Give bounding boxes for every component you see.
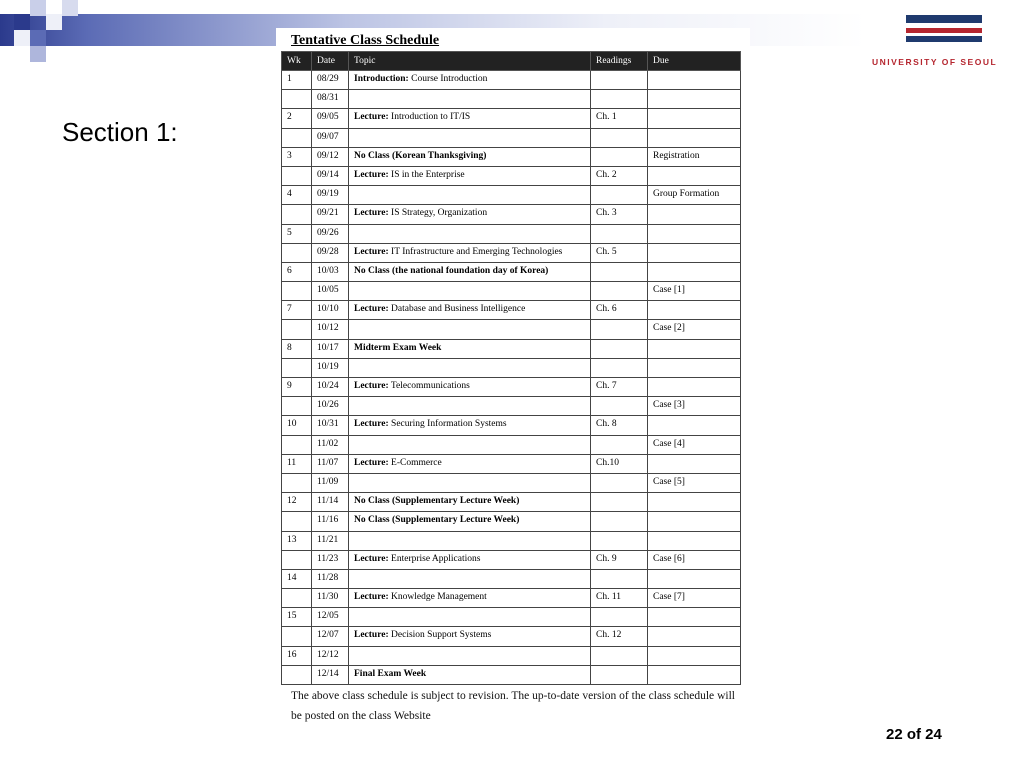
section-title: Section 1: — [62, 117, 178, 147]
table-row — [282, 646, 741, 665]
cell-readings: Ch. 6 — [591, 301, 648, 320]
cell-week — [282, 435, 312, 454]
table-row — [282, 243, 741, 262]
column-header-due: Due — [648, 52, 741, 71]
cell-due — [648, 416, 741, 435]
page-number: 22 of 24 — [886, 726, 942, 743]
cell-topic — [349, 205, 591, 224]
logo-bar-navy — [906, 36, 982, 42]
table-row — [282, 531, 741, 550]
cell-readings — [591, 531, 648, 550]
document-title: Tentative Class Schedule — [291, 33, 440, 48]
table-row — [282, 569, 741, 588]
topic-bold-text: Final Exam Week — [354, 668, 427, 679]
cell-date: 12/07 — [312, 627, 349, 646]
table-row — [282, 435, 741, 454]
table-row — [282, 589, 741, 608]
cell-date: 09/07 — [312, 128, 349, 147]
cell-due: Case [4] — [648, 435, 741, 454]
cell-due — [648, 378, 741, 397]
topic-bold-text: Lecture: — [354, 112, 389, 123]
cell-week — [282, 627, 312, 646]
cell-week: 8 — [282, 339, 312, 358]
topic-bold-text: Lecture: — [354, 630, 389, 641]
cell-date: 11/14 — [312, 493, 349, 512]
cell-date: 11/16 — [312, 512, 349, 531]
cell-due: Case [3] — [648, 397, 741, 416]
cell-readings — [591, 646, 648, 665]
logo-bar-red — [906, 28, 982, 33]
university-logo — [866, 10, 1024, 72]
cell-topic — [349, 186, 591, 205]
cell-due — [648, 109, 741, 128]
table-row — [282, 512, 741, 531]
cell-date: 12/12 — [312, 646, 349, 665]
cell-date: 10/10 — [312, 301, 349, 320]
cell-topic — [349, 454, 591, 473]
cell-readings — [591, 493, 648, 512]
cell-readings: Ch. 8 — [591, 416, 648, 435]
cell-readings — [591, 262, 648, 281]
cell-topic — [349, 243, 591, 262]
logo-bar-navy — [906, 15, 982, 23]
cell-date: 10/03 — [312, 262, 349, 281]
cell-topic — [349, 589, 591, 608]
header-square-decoration — [30, 30, 46, 46]
cell-week — [282, 512, 312, 531]
table-row — [282, 90, 741, 109]
cell-due — [648, 569, 741, 588]
cell-readings: Ch. 2 — [591, 166, 648, 185]
cell-week: 10 — [282, 416, 312, 435]
cell-date: 09/26 — [312, 224, 349, 243]
table-row — [282, 320, 741, 339]
cell-topic — [349, 416, 591, 435]
cell-topic — [349, 378, 591, 397]
cell-topic — [349, 128, 591, 147]
cell-topic — [349, 627, 591, 646]
cell-date: 09/14 — [312, 166, 349, 185]
topic-bold-text: Lecture: — [354, 419, 389, 430]
cell-date: 10/26 — [312, 397, 349, 416]
cell-date: 11/28 — [312, 569, 349, 588]
cell-topic — [349, 397, 591, 416]
cell-week — [282, 473, 312, 492]
cell-week: 16 — [282, 646, 312, 665]
table-row — [282, 358, 741, 377]
cell-readings — [591, 186, 648, 205]
topic-text: Introduction to IT/IS — [388, 112, 471, 123]
cell-topic — [349, 109, 591, 128]
cell-week — [282, 358, 312, 377]
cell-week: 3 — [282, 147, 312, 166]
cell-due — [648, 128, 741, 147]
cell-readings: Ch.10 — [591, 454, 648, 473]
cell-due: Case [1] — [648, 282, 741, 301]
cell-due: Case [5] — [648, 473, 741, 492]
topic-text: Knowledge Management — [388, 592, 487, 603]
cell-date: 09/21 — [312, 205, 349, 224]
cell-due — [648, 339, 741, 358]
cell-readings: Ch. 1 — [591, 109, 648, 128]
cell-week: 1 — [282, 71, 312, 90]
cell-readings — [591, 320, 648, 339]
cell-readings — [591, 435, 648, 454]
topic-bold-text: No Class (Supplementary Lecture Week) — [354, 515, 520, 526]
cell-topic — [349, 320, 591, 339]
topic-bold-text: Midterm Exam Week — [354, 342, 442, 353]
cell-date: 10/05 — [312, 282, 349, 301]
cell-date: 09/19 — [312, 186, 349, 205]
cell-topic — [349, 646, 591, 665]
table-row — [282, 454, 741, 473]
table-row — [282, 378, 741, 397]
cell-due — [648, 90, 741, 109]
cell-readings — [591, 71, 648, 90]
table-row — [282, 128, 741, 147]
cell-topic — [349, 473, 591, 492]
topic-bold-text: Lecture: — [354, 381, 389, 391]
schedule-document — [276, 28, 750, 728]
cell-topic — [349, 90, 591, 109]
column-header-topic: Topic — [349, 52, 591, 71]
cell-readings — [591, 128, 648, 147]
table-row — [282, 473, 741, 492]
table-header-row — [282, 52, 741, 71]
cell-date: 11/30 — [312, 589, 349, 608]
header-square-decoration — [30, 0, 46, 16]
topic-text: Enterprise Applications — [388, 553, 481, 564]
cell-readings — [591, 90, 648, 109]
cell-readings — [591, 147, 648, 166]
cell-date: 10/31 — [312, 416, 349, 435]
cell-topic — [349, 339, 591, 358]
cell-topic — [349, 608, 591, 627]
topic-bold-text: Introduction: — [354, 74, 409, 84]
cell-due: Case [6] — [648, 550, 741, 569]
table-row — [282, 282, 741, 301]
cell-week: 14 — [282, 569, 312, 588]
cell-readings — [591, 608, 648, 627]
cell-date: 10/17 — [312, 339, 349, 358]
topic-bold-text: Lecture: — [354, 553, 389, 564]
table-row — [282, 262, 741, 281]
header-square-decoration — [46, 14, 62, 30]
cell-topic — [349, 147, 591, 166]
cell-date: 10/12 — [312, 320, 349, 339]
cell-due — [648, 493, 741, 512]
cell-topic — [349, 569, 591, 588]
cell-week: 15 — [282, 608, 312, 627]
cell-due — [648, 224, 741, 243]
topic-text: Telecommunications — [388, 381, 470, 391]
schedule-table-body — [282, 71, 741, 685]
table-row — [282, 71, 741, 90]
topic-bold-text: No Class (the national foundation day of Korea) — [354, 265, 549, 276]
cell-date: 11/09 — [312, 473, 349, 492]
cell-week — [282, 90, 312, 109]
cell-date: 08/29 — [312, 71, 349, 90]
cell-topic — [349, 493, 591, 512]
table-row — [282, 627, 741, 646]
cell-week — [282, 665, 312, 684]
header-square-decoration — [62, 0, 78, 16]
topic-bold-text: Lecture: — [354, 208, 389, 219]
cell-week — [282, 243, 312, 262]
cell-readings — [591, 397, 648, 416]
cell-due — [648, 646, 741, 665]
cell-topic — [349, 282, 591, 301]
table-row — [282, 397, 741, 416]
cell-due: Registration — [648, 147, 741, 166]
cell-due — [648, 512, 741, 531]
cell-topic — [349, 531, 591, 550]
table-row — [282, 493, 741, 512]
cell-due: Case [7] — [648, 589, 741, 608]
cell-date: 11/21 — [312, 531, 349, 550]
cell-week — [282, 205, 312, 224]
header-square-decoration — [14, 30, 30, 46]
table-row — [282, 147, 741, 166]
cell-readings: Ch. 12 — [591, 627, 648, 646]
column-header-date: Date — [312, 52, 349, 71]
cell-week — [282, 320, 312, 339]
cell-week: 2 — [282, 109, 312, 128]
cell-date: 12/05 — [312, 608, 349, 627]
cell-due — [648, 301, 741, 320]
cell-readings — [591, 224, 648, 243]
cell-week: 11 — [282, 454, 312, 473]
cell-due — [648, 608, 741, 627]
cell-due — [648, 71, 741, 90]
cell-readings: Ch. 9 — [591, 550, 648, 569]
cell-week: 9 — [282, 378, 312, 397]
cell-date: 09/05 — [312, 109, 349, 128]
cell-readings: Ch. 3 — [591, 205, 648, 224]
table-row — [282, 205, 741, 224]
cell-topic — [349, 224, 591, 243]
cell-topic — [349, 71, 591, 90]
cell-topic — [349, 512, 591, 531]
topic-text: Course Introduction — [408, 74, 488, 84]
cell-topic — [349, 435, 591, 454]
cell-due — [648, 243, 741, 262]
topic-text: IS in the Enterprise — [388, 169, 465, 180]
topic-text: E-Commerce — [388, 457, 442, 468]
cell-week: 13 — [282, 531, 312, 550]
cell-readings — [591, 282, 648, 301]
topic-bold-text: Lecture: — [354, 246, 389, 257]
cell-week: 6 — [282, 262, 312, 281]
logo-text: UNIVERSITY OF SEOUL — [872, 57, 998, 67]
cell-readings — [591, 339, 648, 358]
header-square-decoration — [14, 14, 30, 30]
table-row — [282, 665, 741, 684]
cell-date: 08/31 — [312, 90, 349, 109]
topic-bold-text: No Class (Korean Thanksgiving) — [354, 150, 487, 161]
topic-bold-text: Lecture: — [354, 169, 389, 180]
topic-bold-text: Lecture: — [354, 457, 389, 468]
cell-topic — [349, 665, 591, 684]
cell-week: 4 — [282, 186, 312, 205]
cell-due — [648, 166, 741, 185]
cell-readings — [591, 569, 648, 588]
cell-week — [282, 397, 312, 416]
cell-week — [282, 128, 312, 147]
schedule-table — [281, 51, 741, 685]
cell-due — [648, 627, 741, 646]
cell-date: 11/02 — [312, 435, 349, 454]
cell-due — [648, 454, 741, 473]
cell-readings: Ch. 11 — [591, 589, 648, 608]
cell-date: 11/07 — [312, 454, 349, 473]
topic-text: Decision Support Systems — [388, 630, 492, 641]
topic-bold-text: Lecture: — [354, 592, 389, 603]
cell-due — [648, 665, 741, 684]
table-row — [282, 224, 741, 243]
table-row — [282, 186, 741, 205]
table-row — [282, 416, 741, 435]
cell-date: 11/23 — [312, 550, 349, 569]
cell-readings — [591, 512, 648, 531]
topic-bold-text: No Class (Supplementary Lecture Week) — [354, 496, 520, 507]
cell-due — [648, 205, 741, 224]
cell-readings — [591, 358, 648, 377]
cell-week: 5 — [282, 224, 312, 243]
cell-topic — [349, 262, 591, 281]
cell-due: Case [2] — [648, 320, 741, 339]
cell-due — [648, 262, 741, 281]
topic-text: Database and Business Intelligence — [388, 304, 526, 315]
table-row — [282, 166, 741, 185]
cell-due — [648, 531, 741, 550]
column-header-readings: Readings — [591, 52, 648, 71]
cell-readings: Ch. 5 — [591, 243, 648, 262]
cell-week: 12 — [282, 493, 312, 512]
cell-week — [282, 166, 312, 185]
cell-readings — [591, 665, 648, 684]
cell-readings: Ch. 7 — [591, 378, 648, 397]
topic-text: IT Infrastructure and Emerging Technologies — [388, 246, 563, 257]
table-row — [282, 550, 741, 569]
cell-readings — [591, 473, 648, 492]
cell-week — [282, 589, 312, 608]
cell-due: Group Formation — [648, 186, 741, 205]
column-header-wk: Wk — [282, 52, 312, 71]
table-row — [282, 109, 741, 128]
topic-text: IS Strategy, Organization — [388, 208, 488, 219]
cell-week: 7 — [282, 301, 312, 320]
cell-topic — [349, 301, 591, 320]
cell-week — [282, 282, 312, 301]
cell-due — [648, 358, 741, 377]
cell-topic — [349, 550, 591, 569]
cell-date: 09/12 — [312, 147, 349, 166]
cell-week — [282, 550, 312, 569]
topic-text: Securing Information Systems — [388, 419, 507, 430]
topic-bold-text: Lecture: — [354, 304, 389, 315]
schedule-note: The above class schedule is subject to revision. The up-to-date version of the class schedule will be posted on the class Website — [291, 690, 735, 722]
cell-topic — [349, 358, 591, 377]
cell-date: 10/19 — [312, 358, 349, 377]
cell-topic — [349, 166, 591, 185]
cell-date: 09/28 — [312, 243, 349, 262]
header-square-decoration — [30, 46, 46, 62]
table-row — [282, 608, 741, 627]
cell-date: 12/14 — [312, 665, 349, 684]
table-row — [282, 339, 741, 358]
cell-date: 10/24 — [312, 378, 349, 397]
table-row — [282, 301, 741, 320]
